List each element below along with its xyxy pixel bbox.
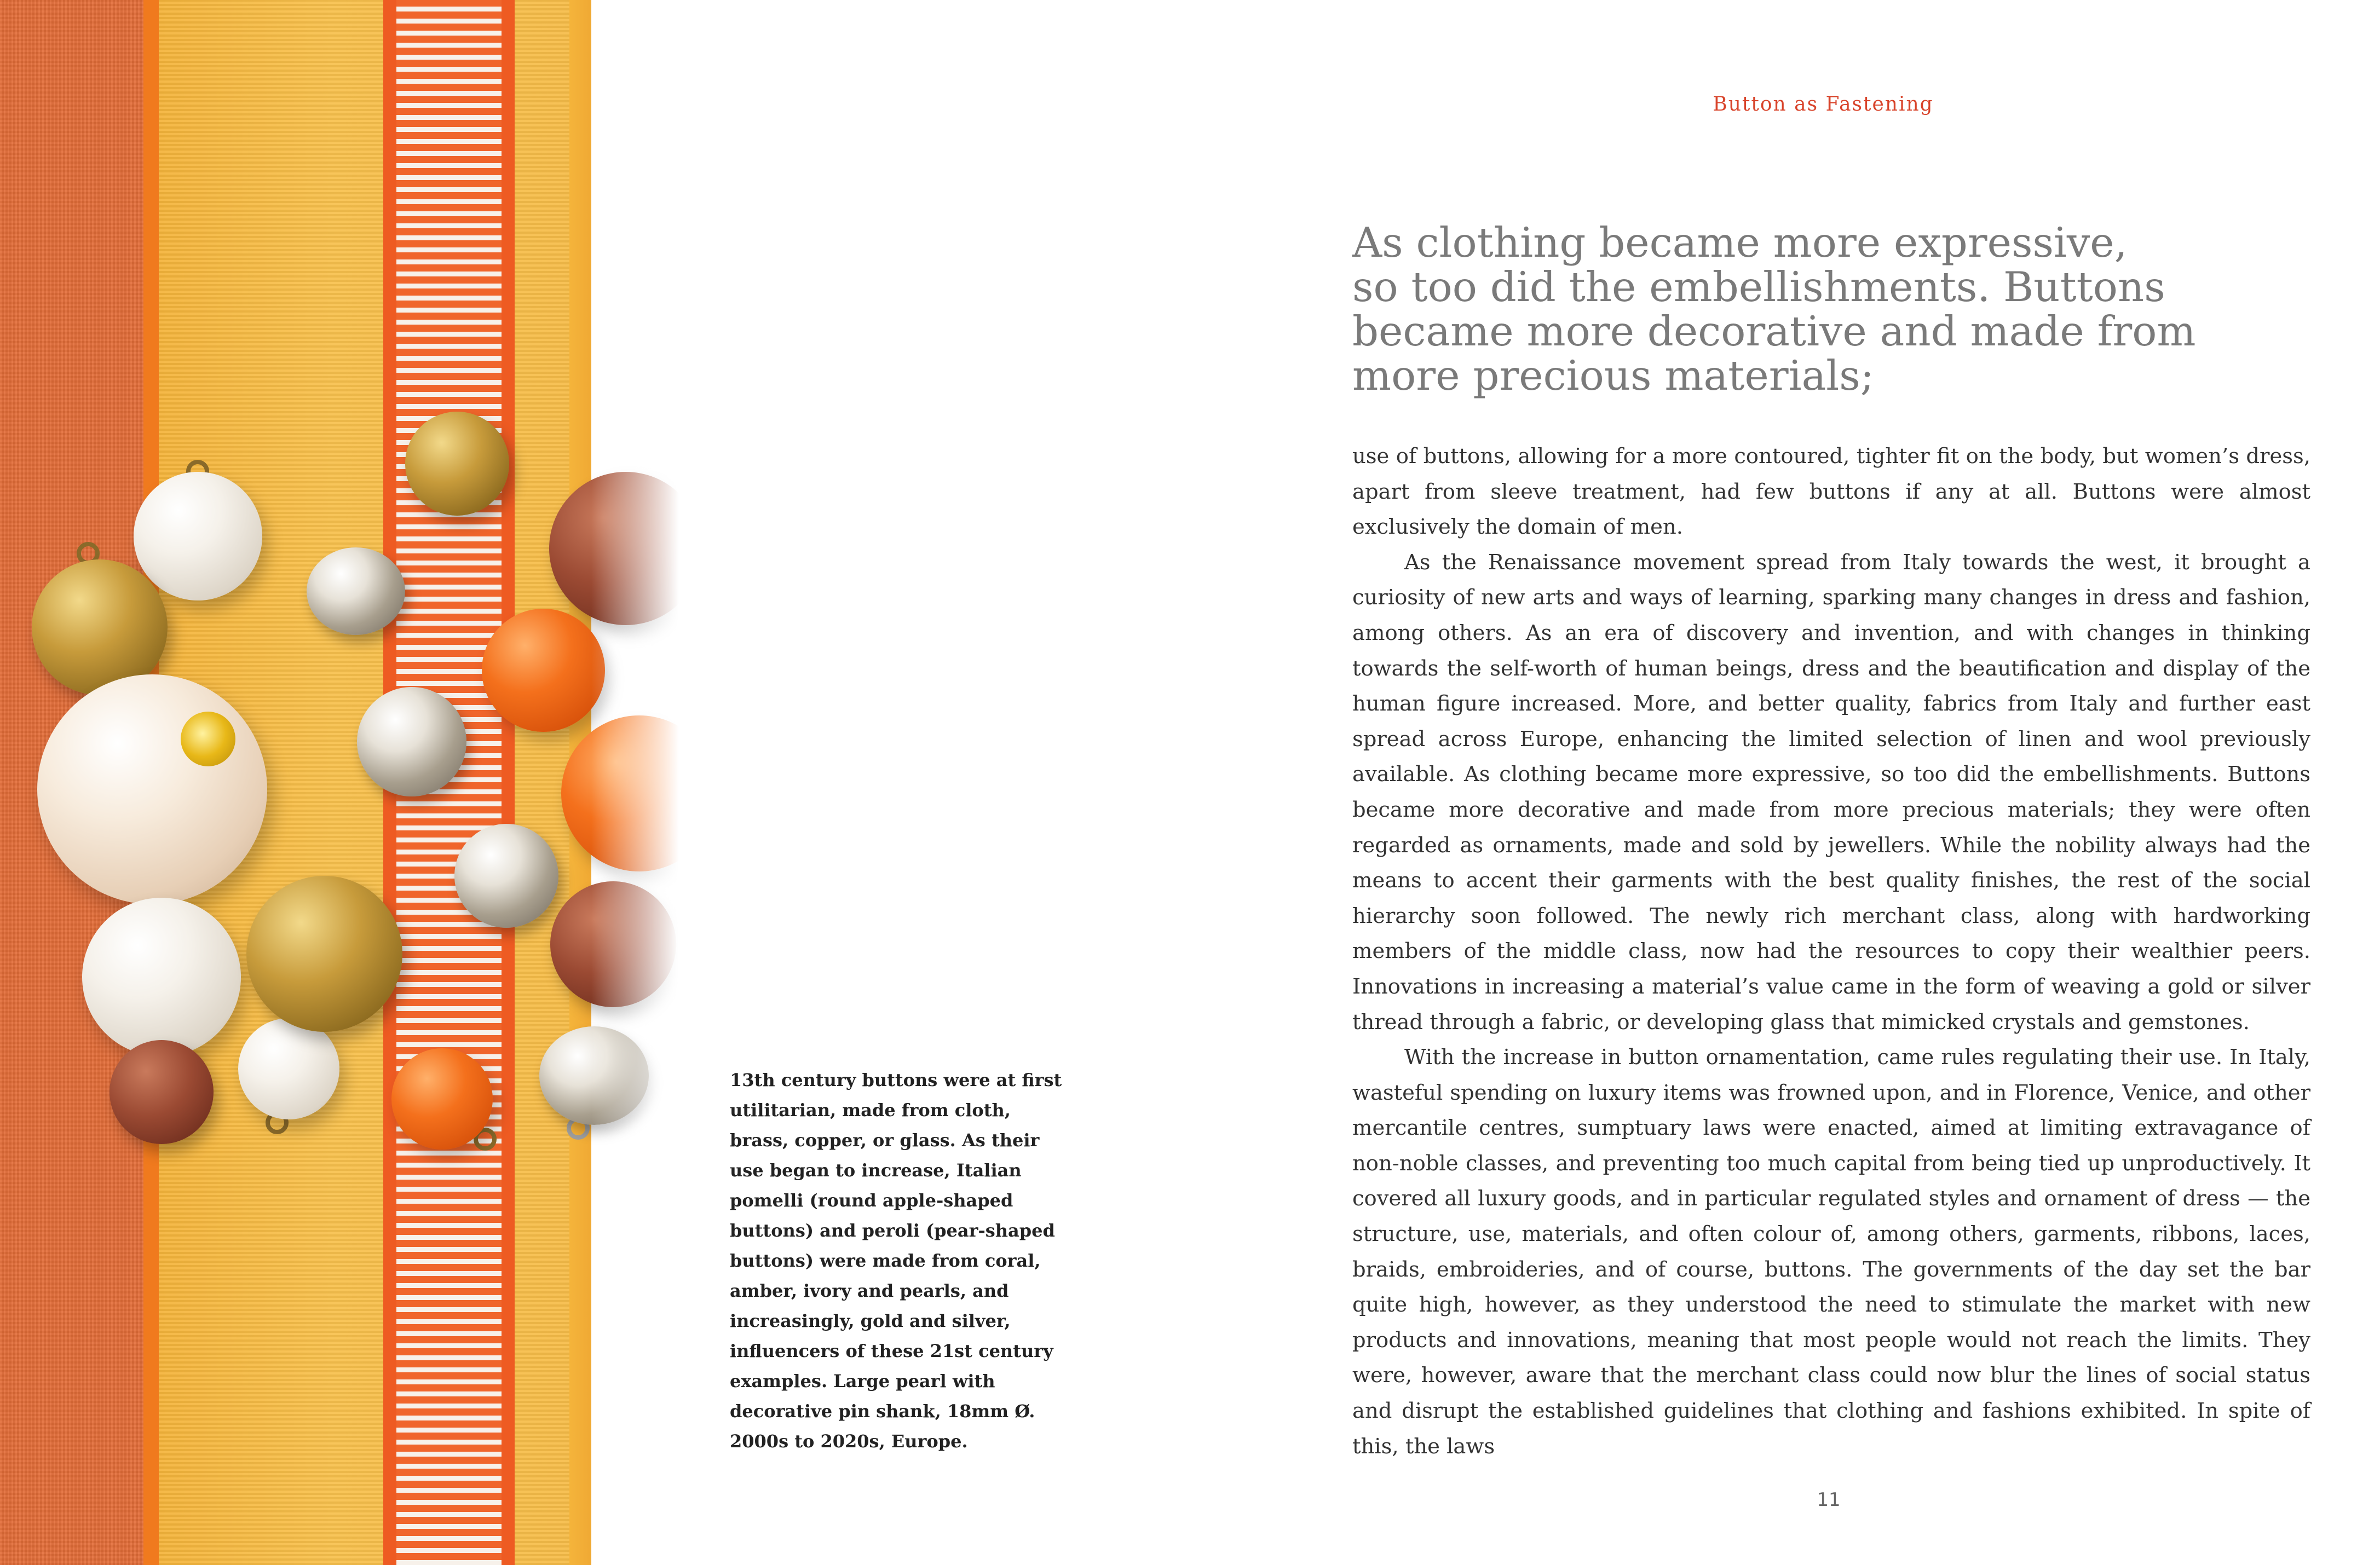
- gold-button: [405, 412, 509, 516]
- gold-button: [246, 876, 402, 1032]
- pearl-button: [238, 1018, 339, 1119]
- silver-button: [454, 824, 558, 928]
- running-head: Button as Fastening: [1713, 93, 1934, 116]
- photo-edge-fade: [591, 0, 679, 1565]
- body-paragraph: As the Renaissance movement spread from Italy towards the west, it brought a curiosity of new arts and ways of learning, sparking many changes in dress and fashion, among others. As an era of discovery and invention, and with changes in thinking towards the self-worth of human beings, dress and the beautification and display of the human figure increased. More, and better quality, fabrics from Italy and further east spread across Europe, enhancing the limited selection of linen and wool previously available. As clothing became more expressive, so too did the embellishments. Buttons became more decorative and made from more precious materials; they were often regarded as ornaments, made and sold by jewellers. While the nobility always had the means to accent their garments with the best quality finishes, the rest of the social hierarchy soon followed. The newly rich merchant class, along with hardworking members of the middle class, now had the resources to copy their wealthier peers. Innovations in increasing a material’s value came in the form of weaving a gold or silver thread through a fabric, or developing glass that mimicked crystals and gemstones.: [1352, 550, 2310, 1035]
- photo-caption: 13th century buttons were at first utilitarian, made from cloth, brass, copper, or glass. As their use began to increase, Italian pomelli (round apple-shaped buttons) and peroli (pear-shaped buttons) were made from coral, amber, ivory and pearls, and increasingly, gold and silver, influencers of these 21st century examples. Large pearl with decorative pin shank, 18mm Ø. 2000s to 2020s, Europe.: [730, 1070, 1062, 1452]
- pull-quote-line: became more decorative and made from: [1352, 307, 2196, 355]
- pull-quote: [1352, 218, 2196, 400]
- copper-button: [110, 1040, 214, 1144]
- buttons-ribbons-photo: [0, 0, 679, 1565]
- pearl-button: [82, 898, 241, 1056]
- body-text: [1352, 439, 2310, 1464]
- page-number: 11: [1817, 1489, 1841, 1511]
- pearl-button: [134, 472, 262, 600]
- large-pearl-button: [37, 674, 267, 904]
- silver-button: [307, 547, 405, 635]
- pull-quote-line: As clothing became more expressive,: [1352, 218, 2128, 267]
- decorative-pin-shank: [181, 712, 235, 766]
- orange-button: [391, 1048, 493, 1150]
- pull-quote-line: so too did the embellishments. Buttons: [1352, 263, 2165, 311]
- silver-button: [357, 687, 466, 796]
- body-paragraph: use of buttons, allowing for a more contoured, tighter fit on the body, but women’s dress, apart from sleeve treatment, had few buttons if any at all. Buttons were almost exclusively the domain of men.: [1352, 444, 2310, 540]
- orange-button: [482, 609, 605, 732]
- pull-quote-line: more precious materials;: [1352, 351, 1875, 400]
- body-paragraph: With the increase in button ornamentation, came rules regulating their use. In Italy, wasteful spending on luxury items was frowned upon, and in Florence, Venice, and other mercantile centres, sumptuary laws were enacted, aimed at limiting extravagance of non-noble classes, and preventing too much capital from being tied up unproductively. It covered all luxury goods, and in particular regulated styles and ornament of dress — the structure, use, materials, and often colour of, among others, garments, ribbons, laces, braids, embroideries, and of course, buttons. The governments of the day set the bar quite high, however, as they understood the need to stimulate the market with new products and innovations, meaning that most people would not reach the limits. They were, however, aware that the merchant class could now blur the lines of social status and disrupt the established guidelines that clothing and fashions exhibited. In spite of this, the laws: [1352, 1045, 2310, 1459]
